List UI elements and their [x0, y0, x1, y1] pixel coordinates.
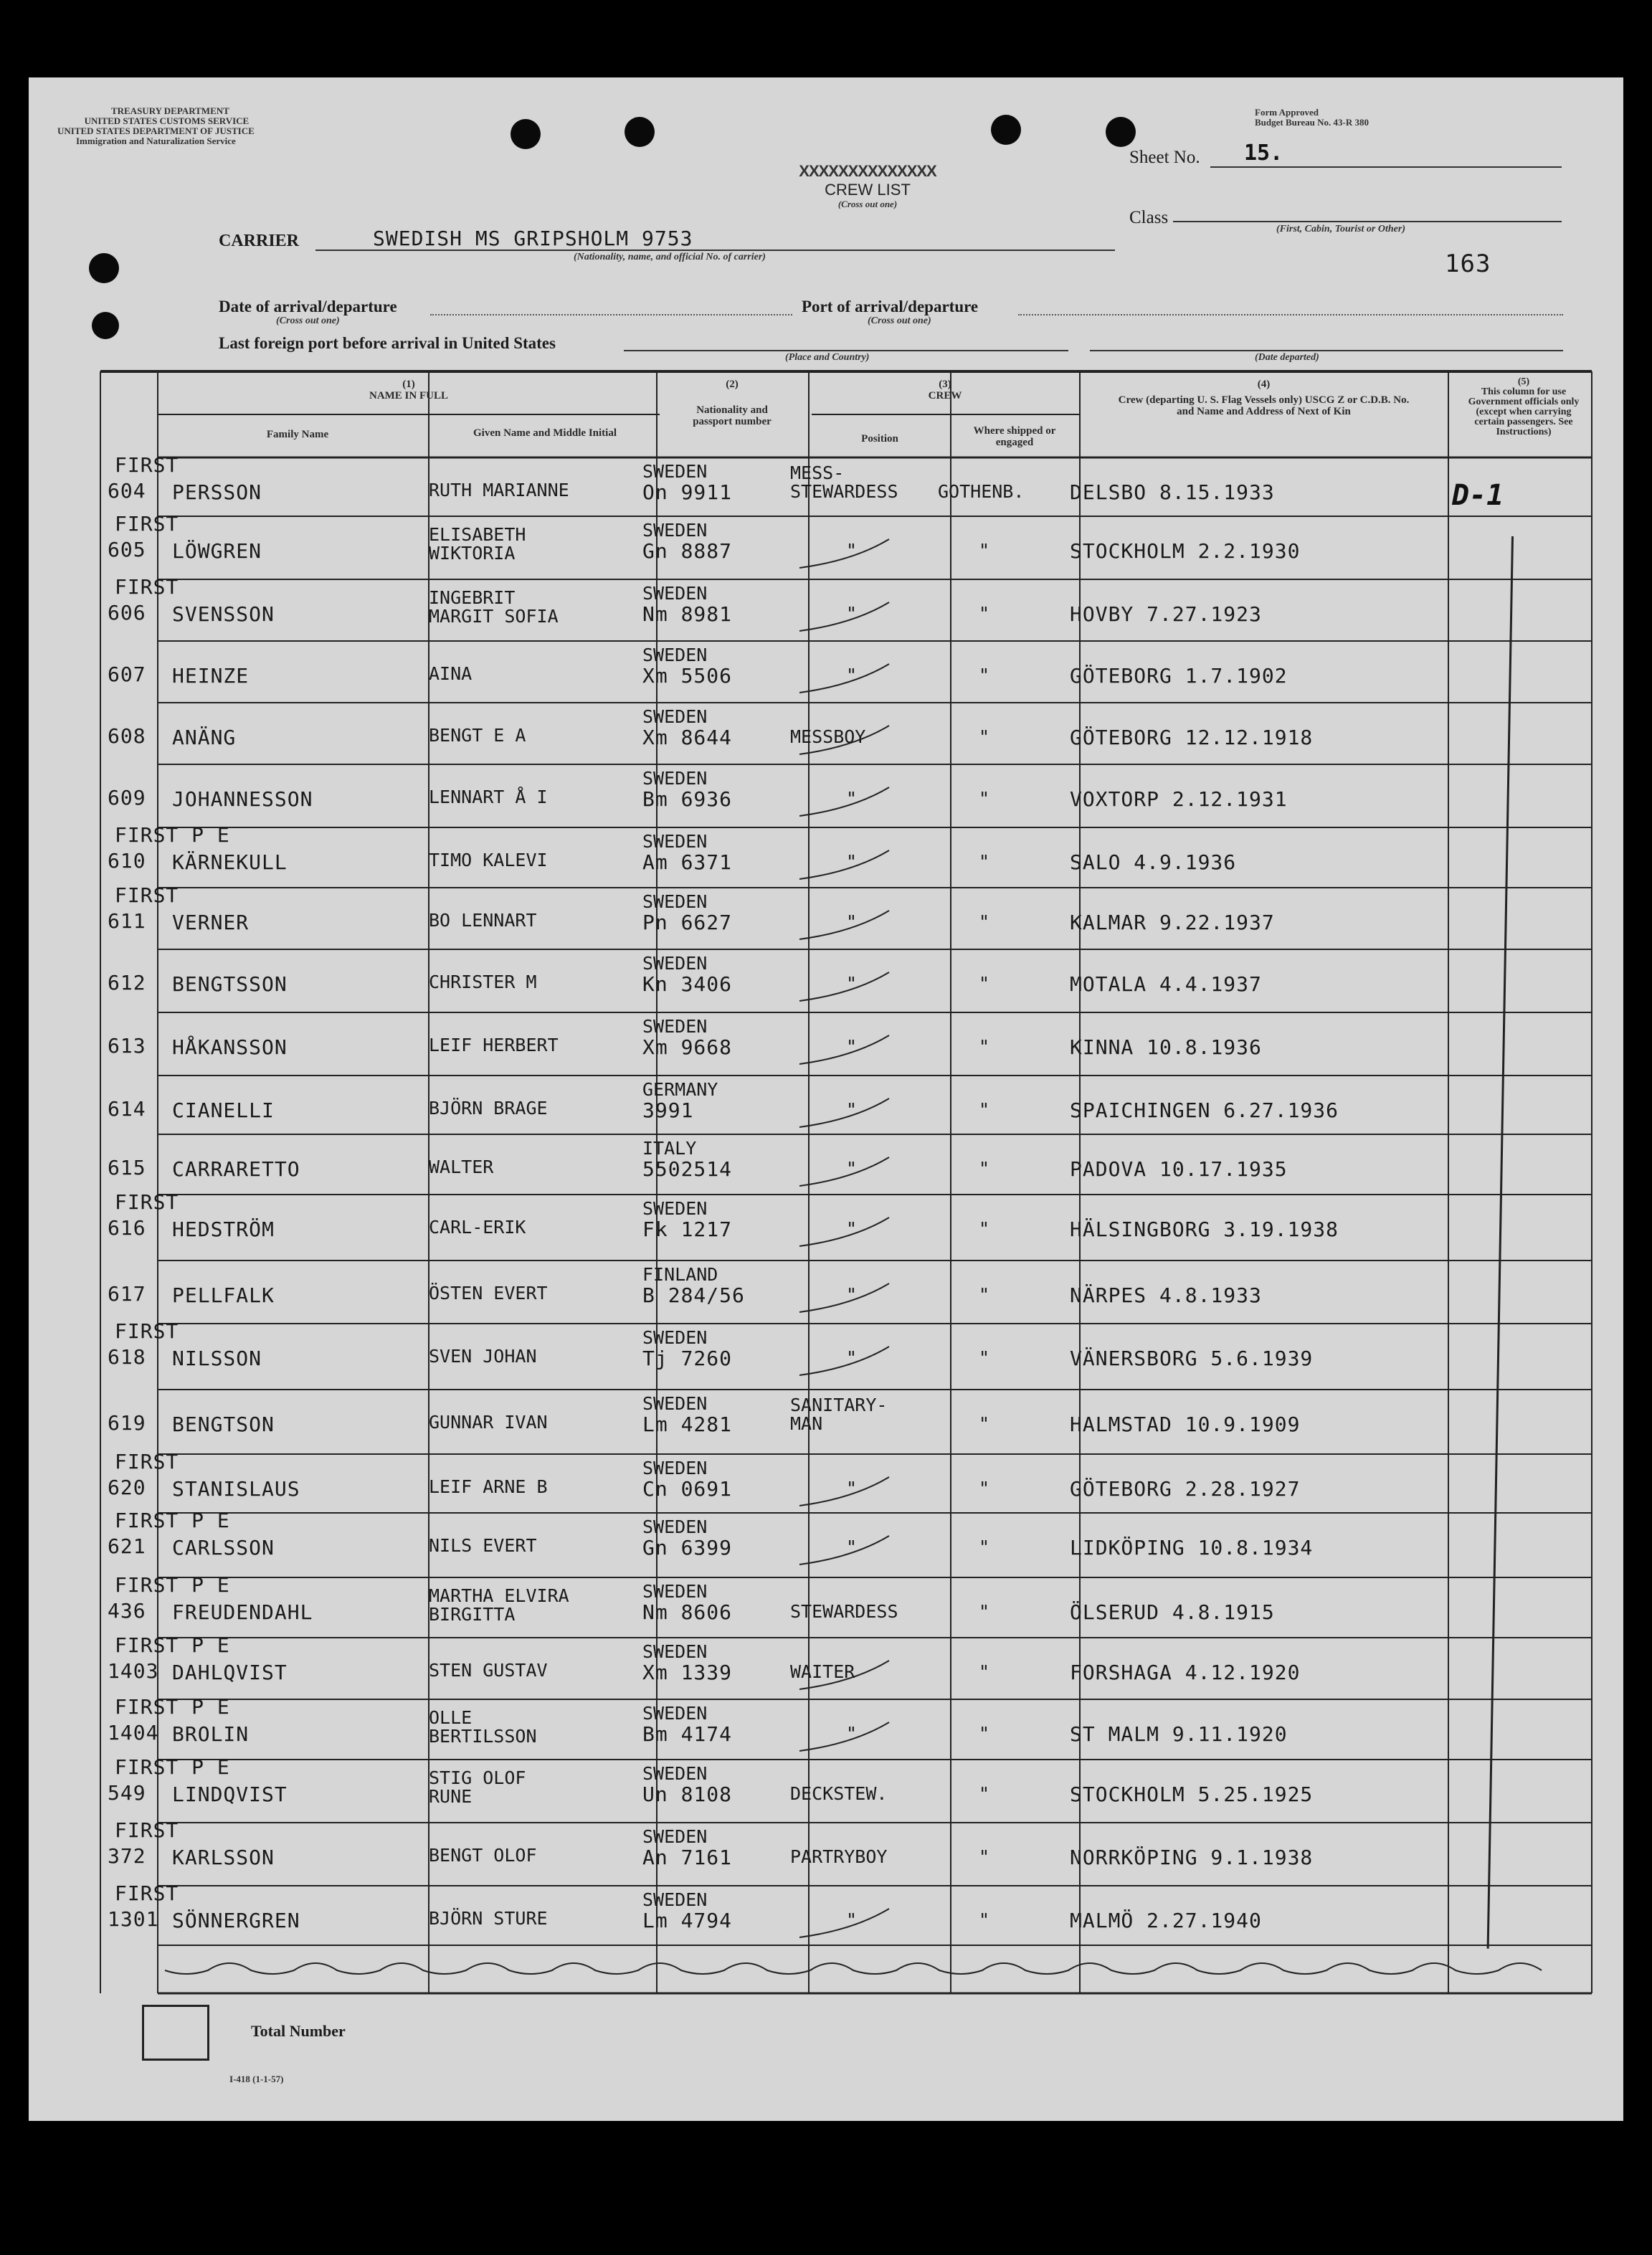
shipped-from: " — [979, 1661, 990, 1682]
position-line2: " — [846, 665, 858, 685]
check-stroke — [799, 1347, 889, 1375]
given-name-line1: CARL-ERIK — [429, 1217, 526, 1238]
nationality: FINLAND — [642, 1264, 718, 1285]
shipped-from: " — [979, 540, 990, 561]
given-name-line1: WALTER — [429, 1157, 494, 1177]
shipped-from: " — [979, 1284, 990, 1305]
passport-number: Gn 8887 — [642, 539, 733, 563]
passport-number: Bm 6936 — [642, 787, 733, 811]
position-line2: " — [846, 1478, 858, 1499]
col4-title: Crew (departing U. S. Flag Vessels only) USCG Z or C.D.B. No. and Name and Address of Next of Kin — [1118, 394, 1410, 417]
given-name-line1: BENGT E A — [429, 725, 526, 746]
next-of-kin: GÖTEBORG 1.7.1902 — [1070, 664, 1288, 688]
row-class: FIRST — [115, 512, 179, 536]
check-stroke — [799, 1536, 889, 1565]
check-stroke — [799, 1157, 889, 1186]
nationality: SWEDEN — [642, 645, 708, 665]
shipped-from: GOTHENB. — [938, 481, 1025, 502]
family-name: HEINZE — [172, 664, 250, 688]
total-number-box — [142, 2005, 209, 2061]
passport-number: Xm 8644 — [642, 726, 733, 749]
position-line2: " — [846, 973, 858, 994]
passport-number: 3991 — [642, 1098, 694, 1122]
given-name-line1: BJÖRN BRAGE — [429, 1098, 548, 1119]
passport-number: Nm 8981 — [642, 602, 733, 626]
col2-header — [657, 379, 807, 427]
shipped-header: Where shipped or engaged — [973, 425, 1056, 448]
col5-title: This column for use Government officials only (except when carrying certain passengers. See Instructions) — [1468, 386, 1580, 437]
row-number: 621 — [108, 1534, 146, 1558]
row-number: 611 — [108, 909, 146, 933]
family-name: KÄRNEKULL — [172, 850, 288, 874]
family-name: PELLFALK — [172, 1283, 275, 1307]
nationality: SWEDEN — [642, 1516, 708, 1537]
nationality: SWEDEN — [642, 1458, 708, 1478]
given-name-line1: INGEBRIT — [429, 587, 516, 608]
family-name: SVENSSON — [172, 602, 275, 626]
next-of-kin: HOVBY 7.27.1923 — [1070, 602, 1262, 626]
shipped-from: " — [979, 1158, 990, 1179]
nationality: SWEDEN — [642, 1198, 708, 1219]
position-line2: " — [846, 1099, 858, 1120]
row-number: 607 — [108, 663, 146, 686]
shipped-from: " — [979, 1478, 990, 1499]
row-number: 616 — [108, 1216, 146, 1240]
nationality: SWEDEN — [642, 1703, 708, 1724]
last-port-label: Last foreign port before arrival in United States — [219, 334, 556, 352]
agency-line: TREASURY DEPARTMENT — [110, 105, 229, 116]
date-label: Date of arrival/departure — [219, 298, 397, 315]
passport-number: Cn 0691 — [642, 1477, 733, 1501]
row-number: 1403 — [108, 1659, 159, 1683]
passport-number: An 7161 — [642, 1846, 733, 1869]
col3-number: (3) — [939, 379, 951, 390]
row-number: 617 — [108, 1282, 146, 1306]
passport-number: Pn 6627 — [642, 911, 733, 934]
family-name: JOHANNESSON — [172, 787, 313, 811]
check-stroke — [799, 911, 889, 939]
date-hint: (Cross out one) — [276, 315, 340, 326]
next-of-kin: GÖTEBORG 2.28.1927 — [1070, 1477, 1301, 1501]
col4-header — [1083, 379, 1445, 417]
next-of-kin: FORSHAGA 4.12.1920 — [1070, 1661, 1301, 1684]
position-line2: " — [846, 540, 858, 561]
shipped-from: " — [979, 726, 990, 747]
family-name: HEDSTRÖM — [172, 1217, 275, 1241]
shipped-from: " — [979, 851, 990, 872]
check-stroke — [799, 602, 889, 631]
place-hint: (Place and Country) — [785, 352, 870, 363]
given-name-line1: BJÖRN STURE — [429, 1908, 548, 1929]
position-line2: " — [846, 1537, 858, 1557]
family-name: KARLSSON — [172, 1846, 275, 1869]
nationality: SWEDEN — [642, 1327, 708, 1348]
row-class: FIRST — [115, 883, 179, 907]
col5-number: (5) — [1517, 376, 1530, 387]
shipped-from: " — [979, 1909, 990, 1930]
shipped-from: " — [979, 911, 990, 932]
next-of-kin: GÖTEBORG 12.12.1918 — [1070, 726, 1314, 749]
passport-number: Xm 1339 — [642, 1661, 733, 1684]
given-name-line2: BERTILSSON — [429, 1726, 537, 1747]
passport-number: B 284/56 — [642, 1283, 745, 1307]
given-name-line1: SVEN JOHAN — [429, 1346, 537, 1367]
row-number: 612 — [108, 971, 146, 994]
carrier-label: CARRIER — [219, 232, 300, 250]
position-line2: DECKSTEW. — [790, 1783, 888, 1804]
given-name-line1: GUNNAR IVAN — [429, 1412, 548, 1433]
given-name-line2: BIRGITTA — [429, 1604, 516, 1625]
shipped-from: " — [979, 1099, 990, 1120]
nationality: SWEDEN — [642, 768, 708, 789]
position-line2: " — [846, 851, 858, 872]
row-class: FIRST P E — [115, 823, 230, 847]
shipped-from: " — [979, 1783, 990, 1804]
row-class: FIRST — [115, 1818, 179, 1842]
row-class: FIRST P E — [115, 1633, 230, 1657]
nationality: SWEDEN — [642, 831, 708, 852]
crew-list-form — [29, 77, 1623, 2121]
family-name: VERNER — [172, 911, 250, 934]
row-class: FIRST — [115, 1319, 179, 1343]
nationality: SWEDEN — [642, 1641, 708, 1662]
next-of-kin: MALMÖ 2.27.1940 — [1070, 1909, 1262, 1932]
row-number: 372 — [108, 1844, 146, 1868]
position-line2: " — [846, 1036, 858, 1057]
passport-number: Fk 1217 — [642, 1217, 733, 1241]
end-of-list-wavy-line — [165, 1963, 1542, 1974]
total-number-label: Total Number — [251, 2022, 346, 2040]
next-of-kin: STOCKHOLM 2.2.1930 — [1070, 539, 1301, 563]
nationality: SWEDEN — [642, 706, 708, 727]
family-name: BENGTSSON — [172, 972, 288, 996]
next-of-kin: KINNA 10.8.1936 — [1070, 1035, 1262, 1059]
family-name: NILSSON — [172, 1347, 262, 1370]
check-stroke — [799, 1098, 889, 1127]
shipped-from: " — [979, 1846, 990, 1867]
shipped-from: " — [979, 1036, 990, 1057]
agency-line: Immigration and Naturalization Service — [75, 136, 236, 146]
check-stroke — [799, 1035, 889, 1064]
position-line1: MESS- — [790, 462, 845, 483]
date-departed-hint: (Date departed) — [1255, 352, 1319, 363]
next-of-kin: PADOVA 10.17.1935 — [1070, 1157, 1288, 1181]
port-label: Port of arrival/departure — [802, 298, 979, 315]
col3-title: CREW — [928, 390, 962, 402]
port-hint: (Cross out one) — [868, 315, 931, 326]
column5-mark: D-1 — [1452, 479, 1504, 512]
position-header: Position — [861, 433, 898, 445]
nationality: SWEDEN — [642, 520, 708, 541]
check-stroke — [799, 972, 889, 1001]
given-name-line2: WIKTORIA — [429, 543, 516, 564]
position-line2: STEWARDESS — [790, 481, 898, 502]
passport-number: Kn 3406 — [642, 972, 733, 996]
nationality: SWEDEN — [642, 1393, 708, 1414]
shipped-from: " — [979, 603, 990, 624]
nationality: SWEDEN — [642, 953, 708, 974]
next-of-kin: MOTALA 4.4.1937 — [1070, 972, 1262, 996]
given-name-line1: ÖSTEN EVERT — [429, 1283, 548, 1304]
carrier-hint: (Nationality, name, and official No. of carrier) — [574, 252, 766, 262]
given-name-line1: STIG OLOF — [429, 1767, 526, 1788]
shipped-from: " — [979, 665, 990, 685]
next-of-kin: STOCKHOLM 5.25.1925 — [1070, 1782, 1314, 1806]
check-stroke — [799, 1217, 889, 1246]
row-class: FIRST — [115, 1190, 179, 1214]
col1-header — [165, 379, 652, 402]
given-name-line1: LEIF HERBERT — [429, 1035, 559, 1055]
row-number: 615 — [108, 1156, 146, 1179]
row-number: 1301 — [108, 1907, 159, 1931]
family-name: CARLSSON — [172, 1536, 275, 1559]
col1-number: (1) — [402, 379, 415, 390]
family-name: LÖWGREN — [172, 539, 262, 563]
next-of-kin: HALMSTAD 10.9.1909 — [1070, 1413, 1301, 1436]
nationality: GERMANY — [642, 1079, 718, 1100]
given-name-line1: RUTH MARIANNE — [429, 480, 569, 500]
family-name: SÖNNERGREN — [172, 1909, 300, 1932]
nationality: SWEDEN — [642, 1581, 708, 1602]
family-name: LINDQVIST — [172, 1782, 288, 1806]
row-number: 614 — [108, 1097, 146, 1121]
nationality: SWEDEN — [642, 583, 708, 604]
row-number: 604 — [108, 479, 146, 503]
row-number: 613 — [108, 1034, 146, 1058]
form-title: CREW LIST — [825, 181, 911, 199]
check-stroke — [799, 787, 889, 816]
col4-number: (4) — [1257, 379, 1271, 390]
row-class: FIRST P E — [115, 1509, 230, 1532]
passport-number: Am 6371 — [642, 850, 733, 874]
family-name: BROLIN — [172, 1722, 250, 1746]
position-line2: " — [846, 1158, 858, 1179]
passport-number: Tj 7260 — [642, 1347, 733, 1370]
nationality: SWEDEN — [642, 1826, 708, 1847]
given-name-line1: NILS EVERT — [429, 1535, 537, 1556]
next-of-kin: ÖLSERUD 4.8.1915 — [1070, 1600, 1275, 1624]
check-stroke — [799, 539, 889, 568]
row-number: 606 — [108, 601, 146, 625]
check-stroke — [799, 664, 889, 693]
next-of-kin: HÄLSINGBORG 3.19.1938 — [1070, 1217, 1339, 1241]
shipped-from: " — [979, 1413, 990, 1434]
nationality: ITALY — [642, 1138, 697, 1159]
shipped-from: " — [979, 1347, 990, 1368]
agency-line: UNITED STATES CUSTOMS SERVICE — [84, 115, 250, 126]
family-name: HÅKANSSON — [172, 1035, 288, 1059]
row-number: 609 — [108, 786, 146, 810]
passport-number: Xm 5506 — [642, 664, 733, 688]
sheet-label: Sheet No. — [1129, 148, 1200, 167]
row-number: 610 — [108, 849, 146, 873]
crossed-title: XXXXXXXXXXXXXX — [799, 162, 936, 180]
passport-number: Xm 9668 — [642, 1035, 733, 1059]
row-number: 608 — [108, 724, 146, 748]
nationality: SWEDEN — [642, 891, 708, 912]
next-of-kin: NORRKÖPING 9.1.1938 — [1070, 1846, 1314, 1869]
position-line2: " — [846, 1284, 858, 1305]
row-number: 618 — [108, 1345, 146, 1369]
shipped-from: " — [979, 1723, 990, 1744]
shipped-from: " — [979, 1218, 990, 1239]
check-stroke — [799, 1909, 889, 1937]
class-hint: (First, Cabin, Tourist or Other) — [1276, 224, 1405, 234]
position-line2: " — [846, 911, 858, 932]
col5-header — [1452, 377, 1595, 437]
next-of-kin: KALMAR 9.22.1937 — [1070, 911, 1275, 934]
row-class: FIRST — [115, 1881, 179, 1905]
next-of-kin: DELSBO 8.15.1933 — [1070, 480, 1275, 504]
given-name-line1: BO LENNART — [429, 910, 537, 931]
position-line2: " — [846, 1218, 858, 1239]
position-line2: " — [846, 1909, 858, 1930]
nationality: SWEDEN — [642, 1889, 708, 1910]
next-of-kin: SALO 4.9.1936 — [1070, 850, 1237, 874]
given-name-line2: RUNE — [429, 1786, 473, 1807]
cross-out-hint: (Cross out one) — [837, 199, 898, 209]
passport-number: Lm 4794 — [642, 1909, 733, 1932]
shipped-from: " — [979, 788, 990, 809]
shipped-from: " — [979, 973, 990, 994]
budget-line: Form Approved — [1255, 107, 1319, 118]
family-name: ANÄNG — [172, 726, 237, 749]
row-number: 619 — [108, 1411, 146, 1435]
row-number: 620 — [108, 1476, 146, 1499]
passport-number: Lm 4281 — [642, 1413, 733, 1436]
position-line2: WAITER — [790, 1661, 855, 1682]
position-line2: MAN — [790, 1413, 823, 1434]
given-name-line1: AINA — [429, 663, 473, 684]
position-line2: PARTRYBOY — [790, 1846, 888, 1867]
col2-title: Nationality and passport number — [693, 404, 772, 427]
row-class: FIRST P E — [115, 1573, 230, 1597]
given-name-line1: STEN GUSTAV — [429, 1660, 548, 1681]
shipped-from: " — [979, 1601, 990, 1622]
row-number: 436 — [108, 1599, 146, 1623]
next-of-kin: VOXTORP 2.12.1931 — [1070, 787, 1288, 811]
next-of-kin: ST MALM 9.11.1920 — [1070, 1722, 1288, 1746]
check-stroke — [799, 1722, 889, 1751]
stamp-number: 163 — [1445, 250, 1491, 278]
next-of-kin: LIDKÖPING 10.8.1934 — [1070, 1536, 1314, 1559]
col3-header — [812, 379, 1078, 402]
position-line2: " — [846, 603, 858, 624]
given-name-line1: ELISABETH — [429, 524, 526, 545]
row-class: FIRST P E — [115, 1695, 230, 1719]
row-number: 549 — [108, 1781, 146, 1805]
shipped-from: " — [979, 1537, 990, 1557]
given-name-line1: OLLE — [429, 1707, 473, 1728]
family-name: STANISLAUS — [172, 1477, 300, 1501]
passport-number: Nm 8606 — [642, 1600, 733, 1624]
agency-line: UNITED STATES DEPARTMENT OF JUSTICE — [57, 125, 255, 136]
form-number: I-418 (1-1-57) — [229, 2074, 284, 2084]
passport-number: Bm 4174 — [642, 1722, 733, 1746]
given-name-line1: CHRISTER M — [429, 972, 537, 992]
next-of-kin: SPAICHINGEN 6.27.1936 — [1070, 1098, 1339, 1122]
family-name: CIANELLI — [172, 1098, 275, 1122]
family-name: CARRARETTO — [172, 1157, 300, 1181]
class-label: Class — [1129, 208, 1169, 227]
family-name: FREUDENDAHL — [172, 1600, 313, 1624]
position-line2: " — [846, 1347, 858, 1368]
given-name-line1: LENNART Å I — [429, 787, 548, 807]
given-name-line2: MARGIT SOFIA — [429, 606, 559, 627]
nationality: SWEDEN — [642, 1763, 708, 1784]
passport-number: Gn 6399 — [642, 1536, 733, 1559]
nationality: SWEDEN — [642, 461, 708, 482]
col2-number: (2) — [726, 379, 739, 390]
family-name: DAHLQVIST — [172, 1661, 288, 1684]
check-stroke — [799, 1477, 889, 1506]
family-name-header: Family Name — [266, 429, 329, 440]
next-of-kin: NÄRPES 4.8.1933 — [1070, 1283, 1262, 1307]
family-name: BENGTSON — [172, 1413, 275, 1436]
carrier-value: SWEDISH MS GRIPSHOLM 9753 — [373, 227, 693, 250]
position-line2: " — [846, 1723, 858, 1744]
given-name-line1: MARTHA ELVIRA — [429, 1585, 569, 1606]
check-stroke — [799, 1283, 889, 1312]
check-stroke — [799, 850, 889, 879]
position-line2: MESSBOY — [790, 726, 866, 747]
passport-number: On 9911 — [642, 480, 733, 504]
row-number: 605 — [108, 538, 146, 561]
col1-title: NAME IN FULL — [369, 390, 448, 402]
given-name-header: Given Name and Middle Initial — [473, 427, 617, 439]
nationality: SWEDEN — [642, 1016, 708, 1037]
sheet-number: 15. — [1244, 141, 1283, 166]
row-class: FIRST P E — [115, 1755, 230, 1779]
row-class: FIRST — [115, 453, 179, 477]
given-name-line1: LEIF ARNE B — [429, 1476, 548, 1497]
passport-number: 5502514 — [642, 1157, 733, 1181]
row-number: 1404 — [108, 1721, 159, 1744]
row-class: FIRST — [115, 1450, 179, 1473]
given-name-line1: TIMO KALEVI — [429, 850, 548, 870]
position-line2: " — [846, 788, 858, 809]
position-line1: SANITARY- — [790, 1395, 888, 1415]
passport-number: Un 8108 — [642, 1782, 733, 1806]
row-class: FIRST — [115, 575, 179, 599]
position-line2: STEWARDESS — [790, 1601, 898, 1622]
given-name-line1: BENGT OLOF — [429, 1845, 537, 1866]
family-name: PERSSON — [172, 480, 262, 504]
next-of-kin: VÄNERSBORG 5.6.1939 — [1070, 1347, 1314, 1370]
budget-line: Budget Bureau No. 43-R 380 — [1255, 117, 1369, 128]
